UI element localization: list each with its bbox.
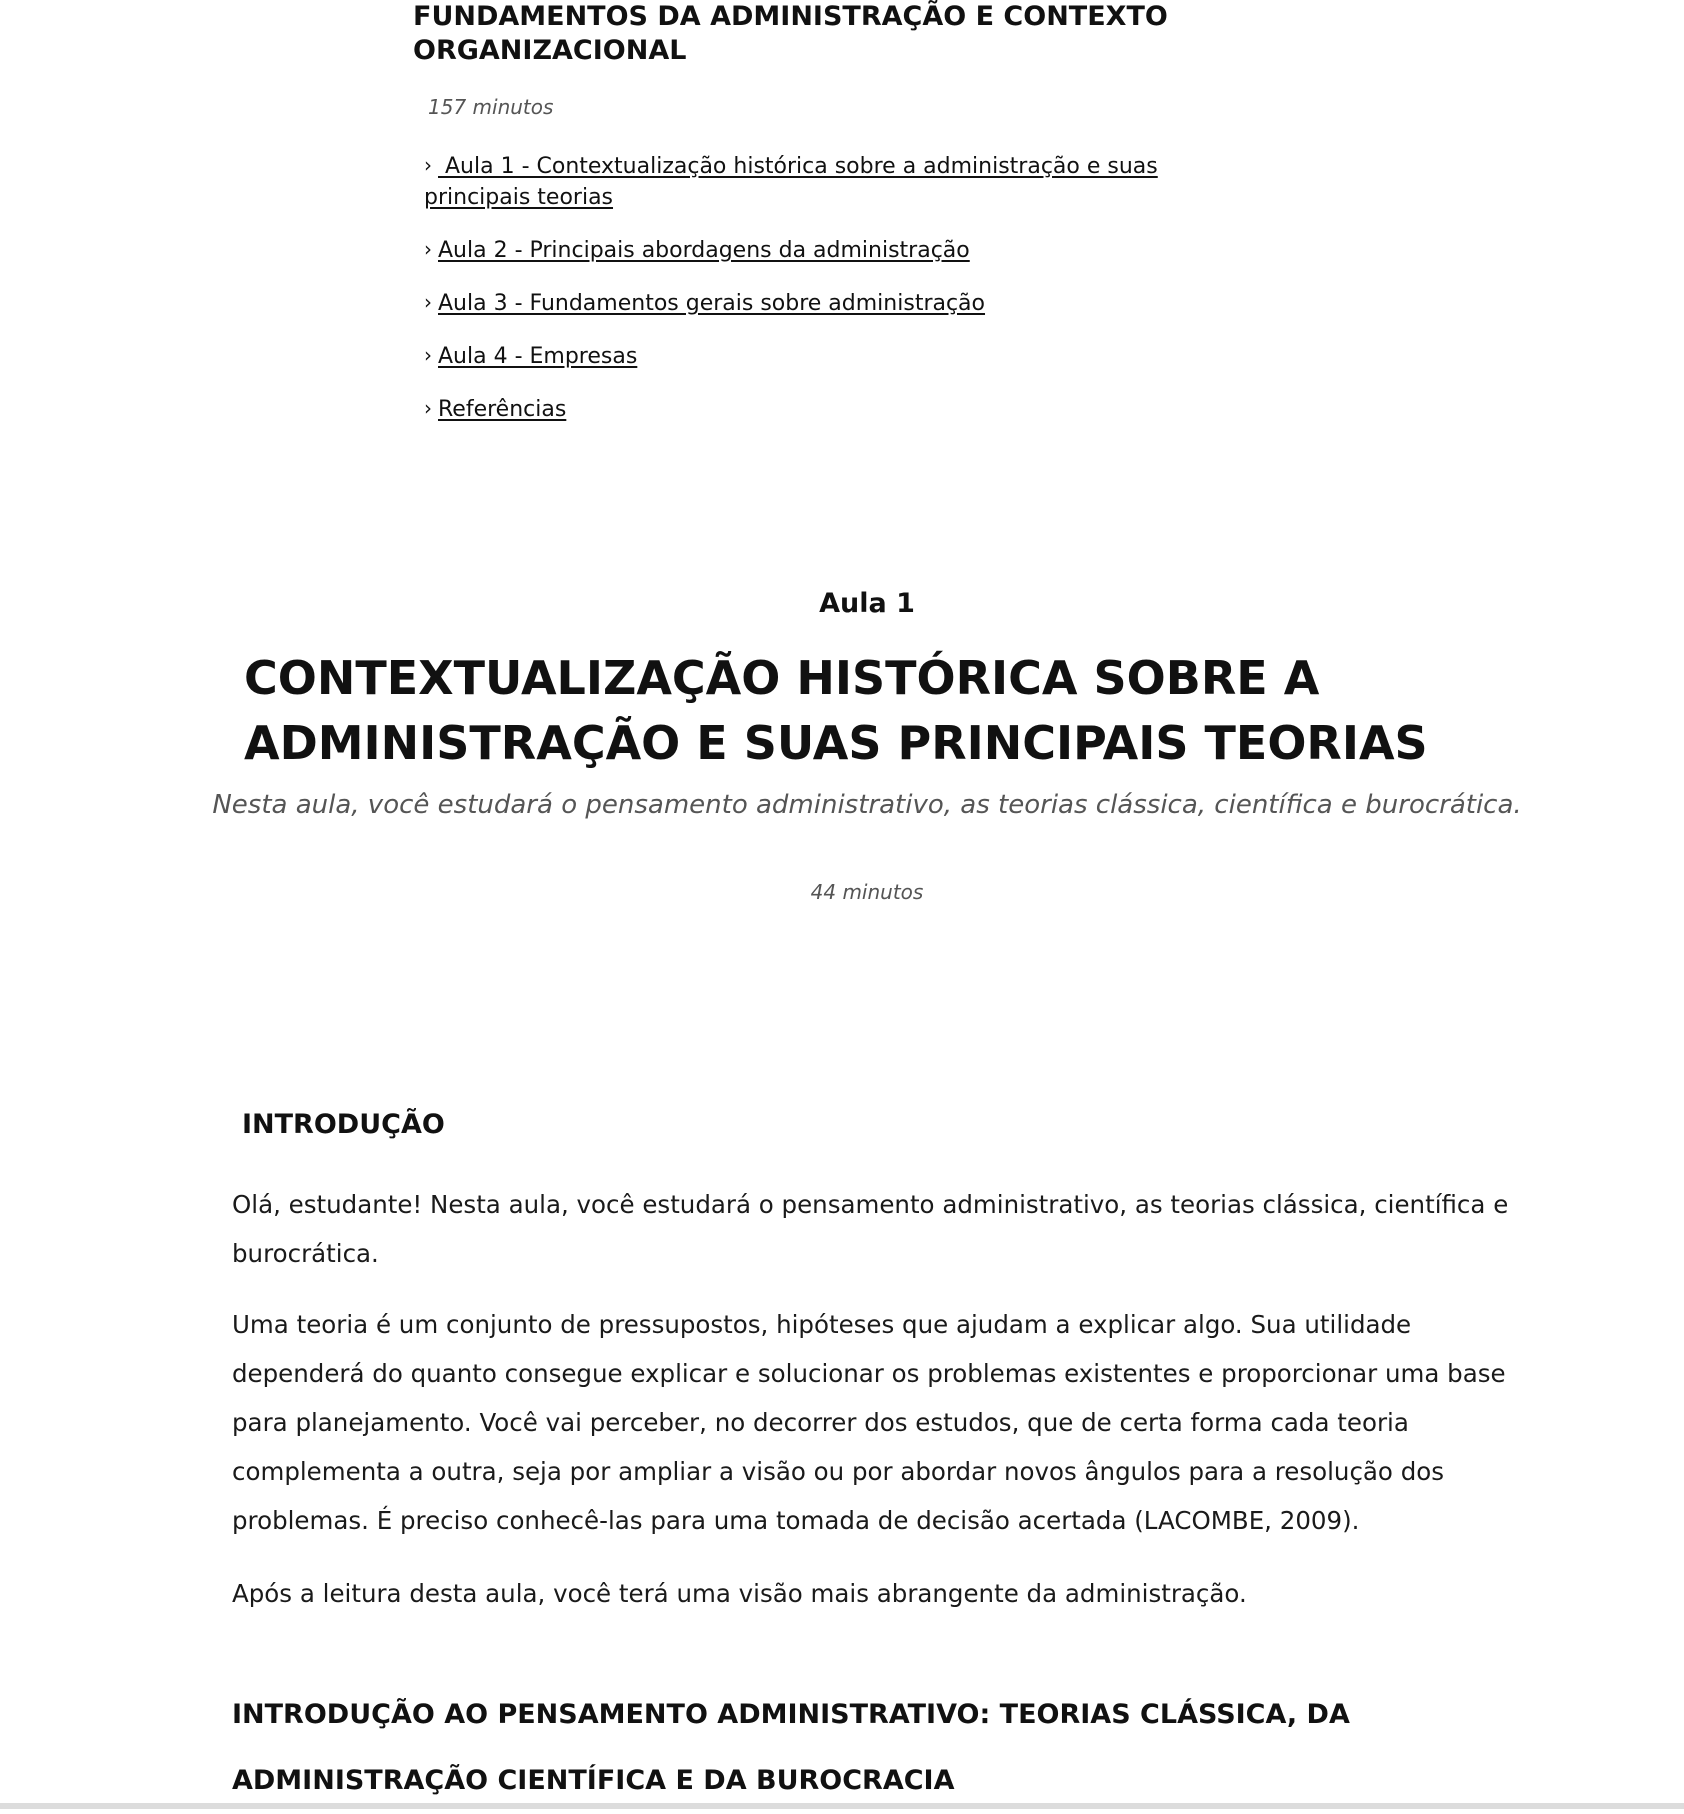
section-heading-pensamento-administrativo: INTRODUÇÃO AO PENSAMENTO ADMINISTRATIVO: TEORIAS CLÁSSICA, DA ADMINISTRAÇÃO CIENTÍFICA E DA BUROCRACIA [232,1699,1350,1796]
toc-item-referencias [424,393,1224,425]
chevron-right-icon: › [424,290,432,314]
chevron-right-icon: › [424,343,432,367]
toc-item-aula-3 [424,287,1224,319]
toc-link-referencias[interactable]: Referências [438,397,567,422]
lesson-duration: 44 minutos [810,880,924,904]
course-duration: 157 minutos [428,95,554,119]
toc-link-aula-2[interactable]: Aula 2 - Principais abordagens da administração [438,238,970,263]
intro-heading: INTRODUÇÃO [242,1109,445,1140]
toc-link-aula-3[interactable]: Aula 3 - Fundamentos gerais sobre administração [438,291,986,316]
toc-item-aula-1 [424,150,1224,213]
intro-paragraph-2: Uma teoria é um conjunto de pressupostos, hipóteses que ajudam a explicar algo. Sua utilidade dependerá do quanto consegue explicar e solucionar os problemas existentes e proporcionar uma base para planejamento. Você vai perceber, no decorrer dos estudos, que de certa forma cada teoria complementa a outra, seja por ampliar a visão ou por abordar novos ângulos para a resolução dos problemas. É preciso conhecê-las para uma tomada de decisão acertada (LACOMBE, 2009). [232,1310,1506,1535]
intro-paragraph-3: Após a leitura desta aula, você terá uma visão mais abrangente da administração. [232,1579,1247,1608]
chevron-right-icon: › [424,396,432,420]
lesson-subtitle: Nesta aula, você estudará o pensamento administrativo, as teorias clássica, científica e burocrática. [212,790,1522,820]
bottom-scroll-edge [0,1803,1684,1809]
toc-link-aula-4[interactable]: Aula 4 - Empresas [438,344,638,369]
chevron-right-icon: › [424,153,432,177]
table-of-contents [424,150,1224,446]
lesson-kicker: Aula 1 [819,588,915,619]
toc-link-aula-1[interactable]: Aula 1 - Contextualização histórica sobre a administração e suas principais teorias [424,154,1158,210]
intro-paragraph-1: Olá, estudante! Nesta aula, você estudará o pensamento administrativo, as teorias clássica, científica e burocrática. [232,1190,1509,1268]
toc-item-aula-4 [424,340,1224,372]
toc-item-aula-2 [424,234,1224,266]
lesson-title: CONTEXTUALIZAÇÃO HISTÓRICA SOBRE A ADMINISTRAÇÃO E SUAS PRINCIPAIS TEORIAS [244,651,1428,770]
chevron-right-icon: › [424,237,432,261]
course-title: FUNDAMENTOS DA ADMINISTRAÇÃO E CONTEXTO ORGANIZACIONAL [413,1,1168,66]
